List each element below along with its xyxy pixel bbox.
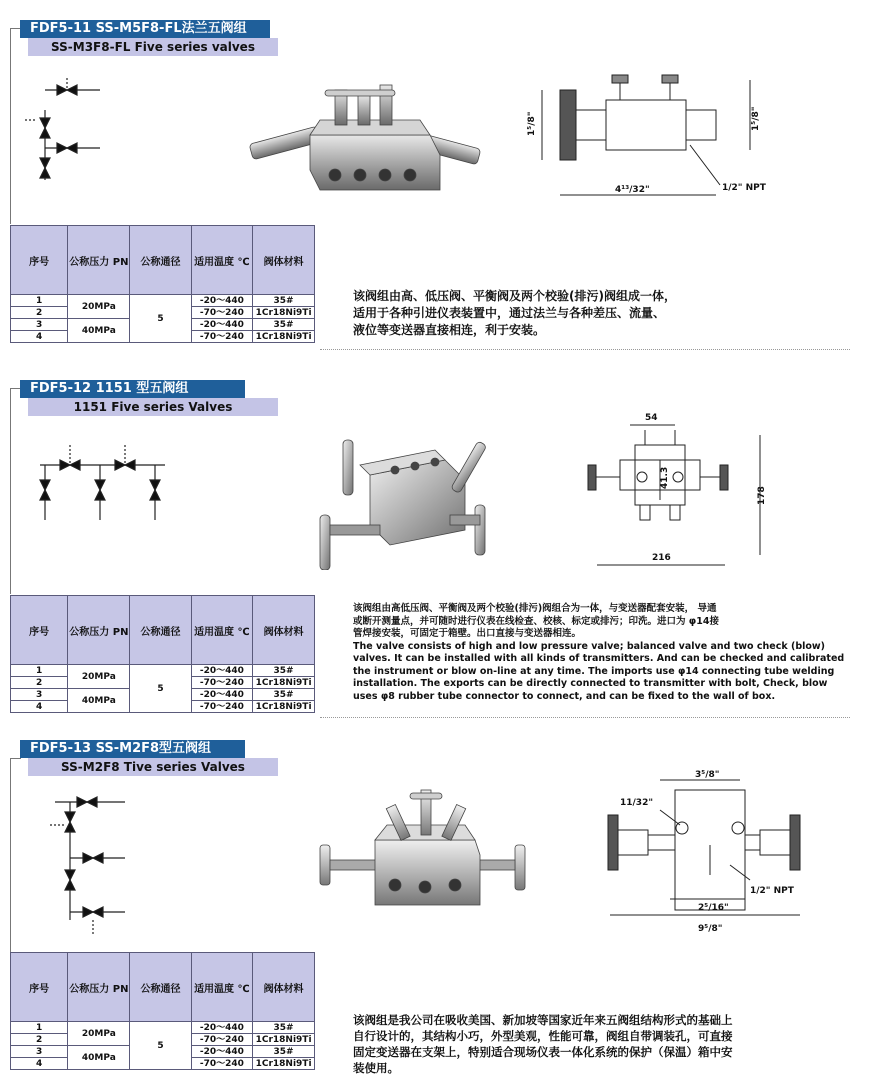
col-header-temp: 适用温度 ℃ <box>191 953 253 1022</box>
dimension-drawing <box>520 70 780 210</box>
section-title: FDF5-11 SS-M5F8-FL法兰五阀组 <box>20 20 270 38</box>
dim-width-label: 9⁵/8" <box>698 924 723 934</box>
dimension-drawing <box>580 405 770 575</box>
row-material: 35# <box>253 295 315 307</box>
description-line: 该阀组由高、低压阀、平衡阀及两个校验(排污)阀组成一体， <box>353 289 676 303</box>
row-diameter: 5 <box>130 665 191 713</box>
row-pressure: 40MPa <box>68 1046 130 1070</box>
dim-right-height-label: 1⁵/8" <box>751 106 761 131</box>
row-temp: -70～240 <box>191 307 253 319</box>
dim-top-label: 3⁵/8" <box>695 770 720 780</box>
row-material: 1Cr18Ni9Ti <box>253 701 315 713</box>
section-description <box>353 603 863 703</box>
col-header-temp: 适用温度 ℃ <box>191 596 253 665</box>
row-temp: -70～240 <box>191 701 253 713</box>
table-row <box>11 295 315 307</box>
row-material: 35# <box>253 1046 315 1058</box>
description-line: uses φ8 rubber tube connector to connect, and can be fixed to the wall of box. <box>353 690 776 702</box>
row-no: 3 <box>11 319 68 331</box>
row-no: 4 <box>11 1058 68 1070</box>
row-material: 1Cr18Ni9Ti <box>253 1058 315 1070</box>
col-header-no: 序号 <box>11 596 68 665</box>
row-temp: -70～240 <box>191 1058 253 1070</box>
dim-left-height-label: 1⁵/8" <box>527 111 537 136</box>
description-line: 管焊接安装，可固定于箱壁。出口直接与变送器相连。 <box>353 628 582 639</box>
description-line: 或断开测量点，并可随时进行仪表在线检查、校核、标定或排污；印洗。进口为 φ14接 <box>353 615 719 627</box>
section-description <box>353 288 853 339</box>
row-no: 3 <box>11 689 68 701</box>
col-header-no: 序号 <box>11 226 68 295</box>
section-subtitle: SS-M2F8 Tive series Valves <box>28 758 278 776</box>
row-material: 35# <box>253 319 315 331</box>
description-line: installation. The exports can be directly connected to transmitter with bolt, Check, blow <box>353 678 828 689</box>
description-line: 固定变送器在支架上，特别适合现场仪表一体化系统的保护（保温）箱中安 <box>353 1045 733 1059</box>
row-material: 1Cr18Ni9Ti <box>253 677 315 689</box>
row-no: 4 <box>11 331 68 343</box>
valve-photo <box>315 785 545 920</box>
valve-schematic <box>15 790 135 940</box>
dim-width-label: 216 <box>652 553 671 563</box>
valve-photo <box>315 435 500 570</box>
row-temp: -70～240 <box>191 1034 253 1046</box>
valve-schematic <box>15 70 115 200</box>
dim-npt-label: 1/2" NPT <box>750 886 794 896</box>
row-no: 1 <box>11 1022 68 1034</box>
row-material: 1Cr18Ni9Ti <box>253 331 315 343</box>
row-pressure: 20MPa <box>68 665 130 689</box>
spec-table <box>10 225 315 343</box>
dimension-drawing <box>600 765 820 945</box>
row-diameter: 5 <box>130 1022 191 1070</box>
row-material: 35# <box>253 1022 315 1034</box>
section-fdf5-12 <box>0 360 880 730</box>
row-temp: -20～440 <box>191 1022 253 1034</box>
section-description <box>353 1012 853 1076</box>
col-header-material: 阀体材料 <box>253 226 315 295</box>
description-line: valves. It can be installed with all kinds of transmitters. And can be checked and calibrated <box>353 653 845 664</box>
description-line: 适用于各种引进仪表装置中，通过法兰与各种差压、流量、 <box>353 306 666 320</box>
section-title: FDF5-12 1151 型五阀组 <box>20 380 245 398</box>
dim-width-label: 4¹³/32" <box>615 185 650 195</box>
col-header-temp: 适用温度 ℃ <box>191 226 253 295</box>
col-header-no: 序号 <box>11 953 68 1022</box>
row-pressure: 40MPa <box>68 319 130 343</box>
section-subtitle: 1151 Five series Valves <box>28 398 278 416</box>
description-line: 自行设计的，其结构小巧，外型美观，性能可靠，阀组自带调装孔，可直接 <box>353 1029 733 1043</box>
row-no: 4 <box>11 701 68 713</box>
spec-table <box>10 595 315 713</box>
row-no: 2 <box>11 677 68 689</box>
section-title: FDF5-13 SS-M2F8型五阀组 <box>20 740 245 758</box>
description-line: 液位等变送器直接相连，利于安装。 <box>353 323 546 337</box>
row-temp: -20～440 <box>191 295 253 307</box>
section-fdf5-13 <box>0 730 880 1087</box>
description-line: the instrument or blow on-line at any time. The imports use φ14 connecting tube welding <box>353 665 835 677</box>
dim-height-label: 178 <box>757 486 767 505</box>
col-header-material: 阀体材料 <box>253 953 315 1022</box>
row-material: 1Cr18Ni9Ti <box>253 307 315 319</box>
row-temp: -20～440 <box>191 1046 253 1058</box>
col-header-diameter: 公称通径 <box>130 596 191 665</box>
row-no: 2 <box>11 307 68 319</box>
col-header-diameter: 公称通径 <box>130 226 191 295</box>
row-temp: -20～440 <box>191 319 253 331</box>
dim-center-label: 41.3 <box>660 466 670 489</box>
section-fdf5-11 <box>0 0 880 360</box>
col-header-pressure: 公称压力 PN <box>68 226 130 295</box>
dim-top-label: 54 <box>645 413 658 423</box>
row-material: 1Cr18Ni9Ti <box>253 1034 315 1046</box>
spec-table <box>10 952 315 1070</box>
row-pressure: 20MPa <box>68 295 130 319</box>
dim-hole-label: 11/32" <box>620 798 654 808</box>
dim-npt-label: 1/2" NPT <box>722 183 766 193</box>
row-no: 3 <box>11 1046 68 1058</box>
row-pressure: 40MPa <box>68 689 130 713</box>
section-divider <box>320 349 850 350</box>
description-line: The valve consists of high and low pressure valve; balanced valve and two check (blow) <box>353 640 826 652</box>
valve-photo <box>240 75 490 205</box>
row-material: 35# <box>253 689 315 701</box>
row-no: 1 <box>11 665 68 677</box>
table-row <box>11 665 315 677</box>
valve-schematic <box>15 440 185 530</box>
description-line: 装使用。 <box>353 1061 399 1075</box>
row-temp: -20～440 <box>191 665 253 677</box>
row-material: 35# <box>253 665 315 677</box>
col-header-material: 阀体材料 <box>253 596 315 665</box>
description-line: 该阀组由高低压阀、平衡阀及两个校验(排污)阀组合为一体，与变送器配套安装， 导通 <box>353 603 717 614</box>
col-header-pressure: 公称压力 PN <box>68 596 130 665</box>
row-temp: -70～240 <box>191 331 253 343</box>
section-subtitle: SS-M3F8-FL Five series valves <box>28 38 278 56</box>
row-no: 2 <box>11 1034 68 1046</box>
row-temp: -20～440 <box>191 689 253 701</box>
row-pressure: 20MPa <box>68 1022 130 1046</box>
row-temp: -70～240 <box>191 677 253 689</box>
dim-inner-width-label: 2⁵/16" <box>698 903 729 913</box>
col-header-pressure: 公称压力 PN <box>68 953 130 1022</box>
row-no: 1 <box>11 295 68 307</box>
section-divider <box>320 717 850 718</box>
description-line: 该阀组是我公司在吸收美国、新加坡等国家近年来五阀组结构形式的基础上 <box>353 1013 733 1027</box>
table-row <box>11 1022 315 1034</box>
row-diameter: 5 <box>130 295 191 343</box>
col-header-diameter: 公称通径 <box>130 953 191 1022</box>
